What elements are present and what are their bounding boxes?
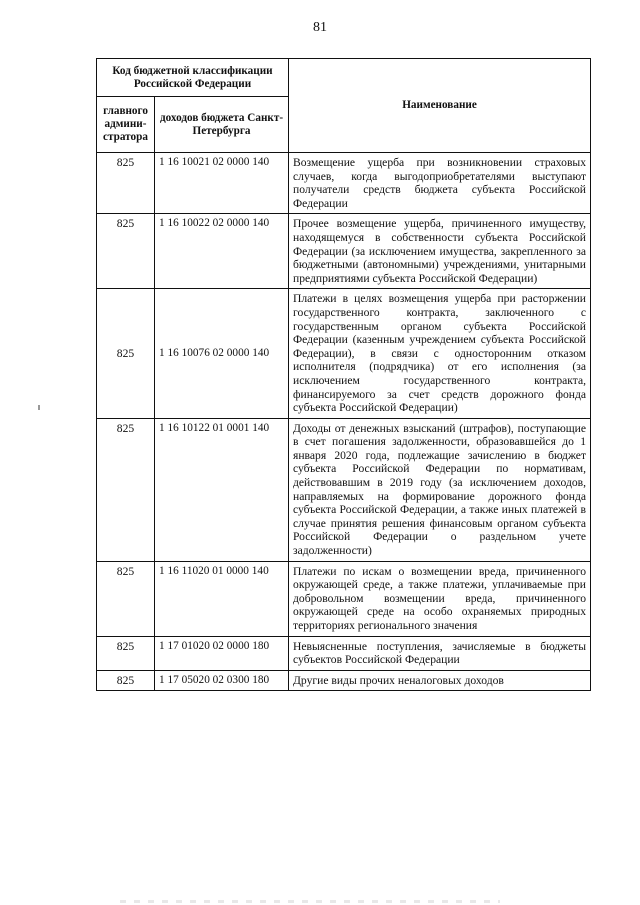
table-row (97, 636, 591, 670)
admin-code-cell: 825 (97, 670, 155, 691)
income-name-cell: Платежи в целях возмещения ущерба при расторжении государственного контракта, заключенного с государственным органом субъекта Российской Федерации (казенным учреждением субъекта Российской Федерации), в связи с односторонним отказом исполнителя (подрядчика) от его исполнения (за исключением государственного контракта, финансируемого за счет средств дорожного фонда субъекта Российской Федерации) (289, 289, 591, 418)
table-row (97, 561, 591, 636)
income-code-cell: 1 17 05020 02 0300 180 (155, 670, 289, 691)
header-main-administrator: главного админи-стратора (97, 97, 155, 153)
income-name-cell: Другие виды прочих неналоговых доходов (289, 670, 591, 691)
admin-code-cell: 825 (97, 153, 155, 214)
page-number: 81 (313, 20, 327, 35)
admin-code-cell: 825 (97, 289, 155, 418)
table-row (97, 214, 591, 289)
table-row (97, 418, 591, 561)
admin-code-cell: 825 (97, 214, 155, 289)
admin-code-cell: 825 (97, 636, 155, 670)
header-spb-budget-income: доходов бюджета Санкт-Петербурга (155, 97, 289, 153)
income-code-cell: 1 16 10022 02 0000 140 (155, 214, 289, 289)
table-row (97, 153, 591, 214)
header-budget-code-group: Код бюджетной классификации Российской Федерации (97, 59, 289, 97)
income-code-cell: 1 16 10021 02 0000 140 (155, 153, 289, 214)
income-name-cell: Платежи по искам о возмещении вреда, причиненного окружающей среде, а также платежи, уплачиваемые при добровольном возмещении вреда, причиненного окружающей среде на особо охраняемых природных территориях регионального значения (289, 561, 591, 636)
income-code-cell: 1 17 01020 02 0000 180 (155, 636, 289, 670)
income-code-cell: 1 16 11020 01 0000 140 (155, 561, 289, 636)
income-code-cell: 1 16 10076 02 0000 140 (155, 289, 289, 418)
income-name-cell: Доходы от денежных взысканий (штрафов), поступающие в счет погашения задолженности, образовавшейся до 1 января 2020 года, подлежащие зачислению в бюджет субъекта Российской Федерации по нормативам, действовавшим в 2019 году (за исключением доходов, направляемых на формирование дорожного фонда субъекта Российской Федерации, а также иных платежей в случае принятия решения финансовым органом субъекта Российской Федерации о раздельном учете задолженности) (289, 418, 591, 561)
scan-margin-mark (38, 405, 40, 410)
budget-classification-table (96, 58, 591, 691)
header-name: Наименование (289, 59, 591, 153)
income-name-cell: Прочее возмещение ущерба, причиненного имуществу, находящемуся в собственности субъекта Российской Федерации (за исключением имущества, закрепленного за бюджетными (автономными) учреждениями, унитарными предприятиями субъекта Российской Федерации) (289, 214, 591, 289)
income-name-cell: Возмещение ущерба при возникновении страховых случаев, когда выгодоприобретателями выступают получатели средств бюджета субъекта Российской Федерации (289, 153, 591, 214)
scan-footer-noise (120, 900, 500, 903)
income-name-cell: Невыясненные поступления, зачисляемые в бюджеты субъектов Российской Федерации (289, 636, 591, 670)
income-code-cell: 1 16 10122 01 0001 140 (155, 418, 289, 561)
table-row (97, 289, 591, 418)
admin-code-cell: 825 (97, 418, 155, 561)
admin-code-cell: 825 (97, 561, 155, 636)
table-row (97, 670, 591, 691)
